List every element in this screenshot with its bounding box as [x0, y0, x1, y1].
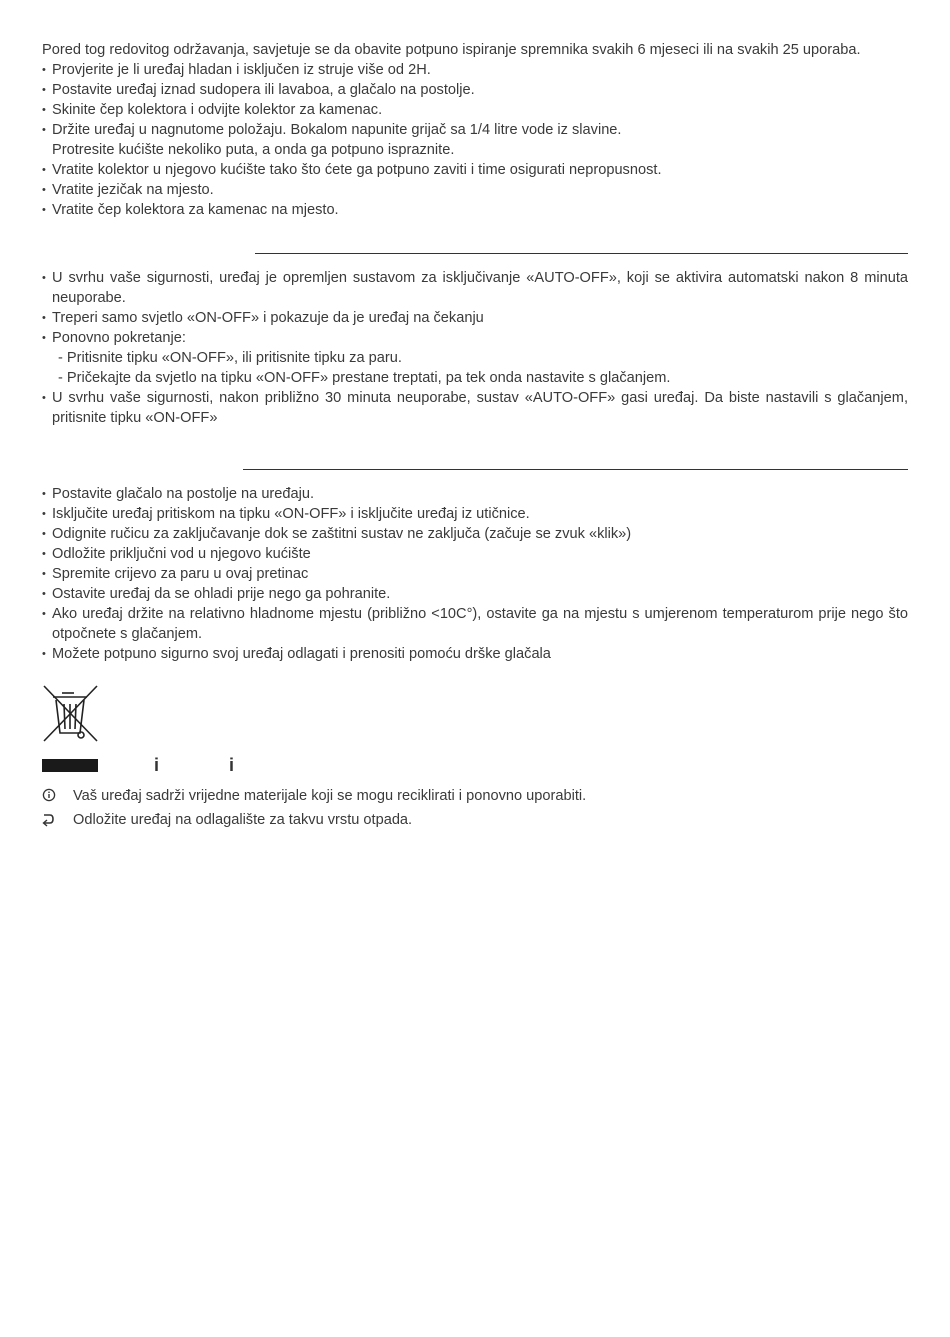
- document-page: [42, 40, 908, 834]
- rinsing-list: [42, 60, 908, 220]
- list-item: • Vratite kolektor u njegovo kućište tako što ćete ga potpuno zaviti i time osigurati nepropusnost.: [42, 160, 908, 180]
- info-text: Vaš uređaj sadrži vrijedne materijale koji se mogu reciklirati i ponovno uporabiti.: [73, 788, 587, 804]
- list-item: • Vratite jezičak na mjesto.: [42, 180, 908, 200]
- list-item: • Ostavite uređaj da se ohladi prije nego ga pohranite.: [42, 584, 908, 604]
- sub-item: - Pritisnite tipku «ON-OFF», ili pritisnite tipku za paru.: [58, 350, 402, 366]
- heading-mark: i: [154, 755, 160, 775]
- list-item: • Isključite uređaj pritiskom na tipku «ON-OFF» i isključite uređaj iz utičnice.: [42, 504, 908, 524]
- list-item: • Skinite čep kolektora i odvijte kolektor za kamenac.: [42, 100, 908, 120]
- list-item: • Treperi samo svjetlo «ON-OFF» i pokazuje da je uređaj na čekanju: [42, 308, 908, 328]
- list-item: • Ako uređaj držite na relativno hladnome mjestu (približno <10C°), ostavite ga na mjestu s umjerenom temperaturom prije nego što otpočnete s glačanjem.: [42, 604, 908, 644]
- environment-heading: [42, 754, 908, 776]
- list-item: • Možete potpuno sigurno svoj uređaj odlagati i prenositi pomoću drške glačala: [42, 644, 908, 664]
- list-item: • Odignite ručicu za zaključavanje dok se zaštitni sustav ne zaključa (začuje se zvuk «klik»): [42, 524, 908, 544]
- action-text: Odložite uređaj na odlagalište za takvu vrstu otpada.: [73, 812, 413, 828]
- section-rule: [255, 253, 908, 254]
- info-circle-icon: [42, 786, 73, 810]
- action-row: [42, 810, 908, 834]
- list-item: • U svrhu vaše sigurnosti, uređaj je opremljen sustavom za isključivanje «AUTO-OFF», koji se aktivira automatski nakon 8 minuta neuporabe.: [42, 268, 908, 308]
- list-item: • Postavite glačalo na postolje na uređaju.: [42, 484, 908, 504]
- rinsing-intro: Pored tog redovitog održavanja, savjetuje se da obavite potpuno ispiranje spremnika svakih 6 mjeseci ili na svakih 25 uporaba.: [42, 42, 861, 58]
- list-item: • U svrhu vaše sigurnosti, nakon približno 30 minuta neuporabe, sustav «AUTO-OFF» gasi uređaj. Da biste nastavili s glačanjem, pritisnite tipku «ON-OFF»: [42, 388, 908, 428]
- list-item: [42, 328, 908, 388]
- list-item-continuation: Protresite kućište nekoliko puta, a onda ga potpuno ispraznite.: [52, 142, 455, 158]
- storage-list: [42, 484, 908, 664]
- list-item: • Provjerite je li uređaj hladan i isključen iz struje više od 2H.: [42, 60, 908, 80]
- section-rule: [243, 469, 908, 470]
- autooff-list: [42, 268, 908, 428]
- info-row: [42, 786, 908, 810]
- recycle-bin-icon: [42, 684, 100, 744]
- list-item-text: Ponovno pokretanje:: [52, 330, 186, 346]
- list-item: • Vratite čep kolektora za kamenac na mjesto.: [42, 200, 908, 220]
- environment-notes: [42, 786, 908, 834]
- list-item: [42, 120, 908, 160]
- list-item: • Postavite uređaj iznad sudopera ili lavaboa, a glačalo na postolje.: [42, 80, 908, 100]
- sub-item: - Pričekajte da svjetlo na tipku «ON-OFF» prestane treptati, pa tek onda nastavite s glačanjem.: [58, 370, 671, 386]
- list-item: • Odložite priključni vod u njegovo kućište: [42, 544, 908, 564]
- arrow-right-icon: [42, 810, 73, 834]
- heading-bar: [42, 759, 98, 772]
- list-item: • Spremite crijevo za paru u ovaj pretinac: [42, 564, 908, 584]
- list-item-text: Držite uređaj u nagnutome položaju. Bokalom napunite grijač sa 1/4 litre vode iz slavine.: [52, 122, 622, 138]
- heading-mark: i: [229, 755, 235, 775]
